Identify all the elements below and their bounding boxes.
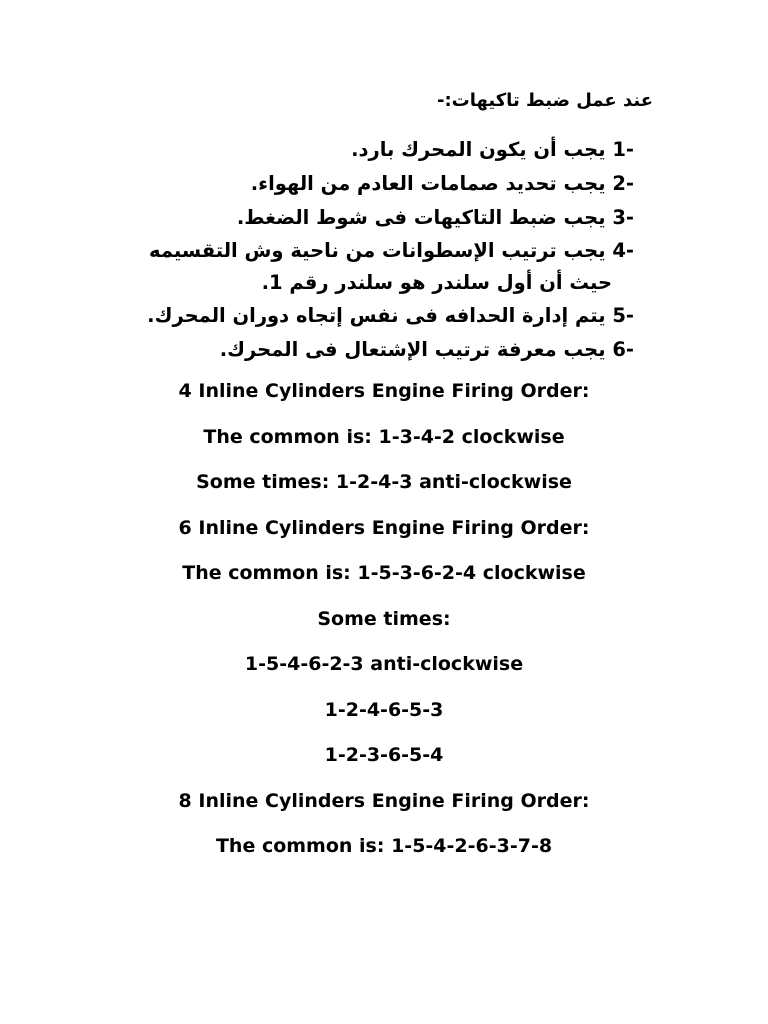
- six-cylinder-alternate-order-3: 1-2-3-6-5-4: [324, 744, 444, 766]
- step-number: 2-: [612, 172, 634, 195]
- arabic-steps-list: [120, 133, 634, 367]
- step-item-1: [120, 133, 634, 167]
- step-item-6: [120, 333, 634, 367]
- step-text: يجب ترتيب الإسطوانات من ناحية وش التقسيمه حيث أن أول سلندر هو سلندر رقم 1.: [149, 239, 612, 294]
- step-item-3: [120, 201, 634, 235]
- six-cylinder-alternate-order-1: 1-5-4-6-2-3 anti-clockwise: [244, 653, 524, 675]
- step-text: يجب تحديد صمامات العادم من الهواء.: [250, 172, 606, 195]
- step-number: 5-: [612, 304, 634, 327]
- step-text: يجب ضبط التاكيهات فى شوط الضغط.: [236, 206, 606, 229]
- step-number: 6-: [612, 338, 634, 361]
- six-cylinder-heading: 6 Inline Cylinders Engine Firing Order:: [178, 516, 590, 539]
- six-cylinder-alternates-label: Some times:: [317, 607, 451, 630]
- step-number: 4-: [612, 239, 634, 262]
- firing-order-section: [0, 371, 768, 872]
- four-cylinder-alternate-order: Some times: 1-2-4-3 anti-clockwise: [196, 471, 572, 493]
- step-item-2: [120, 167, 634, 201]
- step-number: 3-: [612, 206, 634, 229]
- six-cylinder-alternate-order-2: 1-2-4-6-5-3: [324, 698, 444, 721]
- step-text: يجب معرفة ترتيب الإشتعال فى المحرك.: [219, 338, 606, 361]
- eight-cylinder-common-order: The common is: 1-5-4-2-6-3-7-8: [215, 835, 553, 857]
- step-number: 1-: [612, 138, 634, 161]
- eight-cylinder-heading: 8 Inline Cylinders Engine Firing Order:: [178, 789, 590, 812]
- four-cylinder-common-order: The common is: 1-3-4-2 clockwise: [203, 425, 565, 448]
- six-cylinder-common-order: The common is: 1-5-3-6-2-4 clockwise: [182, 562, 586, 584]
- four-cylinder-heading: 4 Inline Cylinders Engine Firing Order:: [178, 380, 590, 402]
- arabic-heading: عند عمل ضبط تاكيهات:-: [436, 90, 653, 111]
- step-item-5: [120, 299, 634, 333]
- step-text: يجب أن يكون المحرك بارد.: [351, 138, 606, 161]
- step-item-4: [120, 235, 634, 299]
- step-text: يتم إدارة الحدافه فى نفس إتجاه دوران المحرك.: [147, 304, 606, 327]
